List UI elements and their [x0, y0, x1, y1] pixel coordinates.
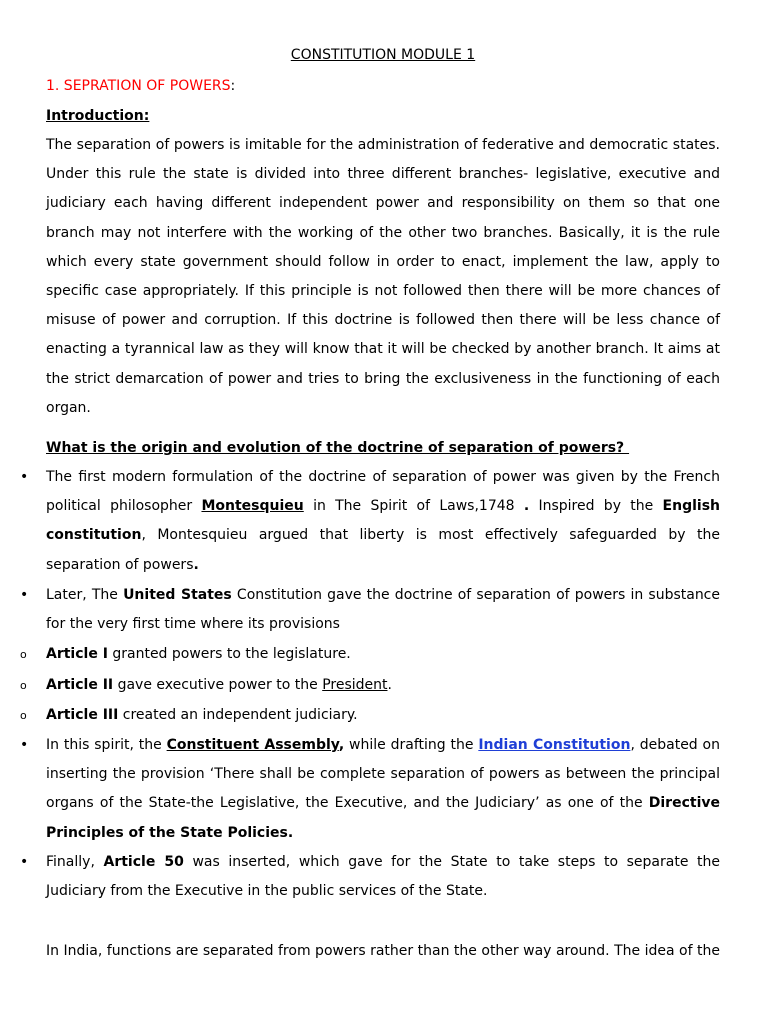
- bullet-icon: •: [20, 587, 29, 603]
- document-title: CONSTITUTION MODULE 1: [290, 47, 476, 63]
- item-text: , debated on inserting the provision ‘There shall be complete separation of powers as between the principal organs of the State-the Legislative, the Executive, and the Judiciary’ as one of the: [46, 737, 720, 812]
- item-text: Constitution gave the doctrine of separation of powers in substance for the very first time where its provisions: [46, 587, 720, 633]
- montesquieu-term: Montesquieu: [201, 498, 304, 515]
- section-heading: [46, 77, 235, 95]
- section-heading-text: 1. SEPRATION OF POWERS: [46, 78, 231, 94]
- article-term: Article III: [46, 707, 119, 723]
- introduction-heading: Introduction:: [46, 108, 150, 124]
- origin-heading: What is the origin and evolution of the doctrine of separation of powers?: [46, 440, 630, 456]
- circle-bullet-icon: o: [20, 648, 27, 661]
- bullet-icon: •: [20, 469, 29, 485]
- item-end-dot: .: [193, 556, 199, 573]
- item-text: In this spirit, the: [46, 737, 167, 753]
- constituent-assembly-term: Constituent Assembly: [166, 737, 339, 753]
- bullet-icon: •: [20, 737, 29, 753]
- indian-constitution-link[interactable]: Indian Constitution: [478, 737, 631, 753]
- circle-bullet-icon: o: [20, 709, 27, 722]
- sub-item-article-2: [20, 671, 720, 700]
- united-states-term: United States: [123, 587, 232, 603]
- item-text: created an independent judiciary.: [118, 707, 358, 723]
- list-item-article-50: [20, 848, 721, 906]
- article-term: Article II: [46, 677, 114, 693]
- item-comma: ,: [338, 737, 345, 753]
- item-text: gave executive power to the: [113, 677, 323, 693]
- item-text: , Montesquieu argued that liberty is most effectively safeguarded by the separation of powers: [46, 527, 720, 573]
- english-constitution-term: English constitution: [46, 498, 720, 544]
- item-text: Later, The: [46, 587, 124, 603]
- article-term: Article I: [46, 646, 108, 662]
- introduction-paragraph: The separation of powers is imitable for the administration of federative and democratic states. Under this rule the state is divided into three different branches- legislative, executive and judiciary each having different independent power and responsibility on them so that one branch may not interfere with the working of the other two branches. Basically, it is the rule which every state government should follow in order to enact, implement the law, apply to specific case appropriately. If this principle is not followed then there will be more chances of misuse of power and corruption. If this doctrine is followed then there will be less chance of enacting a tyrannical law as they will know that it will be checked by another branch. It aims at the strict demarcation of power and tries to bring the exclusiveness in the functioning of each organ.: [46, 137, 720, 416]
- item-text: Finally,: [46, 854, 104, 870]
- item-dot: .: [523, 498, 530, 515]
- item-text: while drafting the: [344, 737, 479, 753]
- list-item-montesquieu: [20, 463, 720, 580]
- item-text: in The Spirit of Laws,1748: [303, 498, 524, 515]
- section-heading-colon: :: [230, 78, 236, 94]
- president-term: President: [322, 677, 388, 693]
- final-paragraph: In India, functions are separated from powers rather than the other way around. The idea of the: [46, 943, 720, 959]
- item-text: Inspired by the: [529, 498, 663, 515]
- item-text: was inserted, which gave for the State to take steps to separate the Judiciary from the Executive in the public services of the State.: [46, 854, 721, 900]
- list-item-united-states: [20, 581, 720, 639]
- sub-item-article-3: [20, 701, 720, 730]
- item-end: .: [387, 677, 392, 693]
- article-50-term: Article 50: [103, 854, 184, 870]
- sub-item-article-1: [20, 640, 720, 669]
- item-text: The first modern formulation of the doctrine of separation of power was given by the French political philosopher: [46, 469, 720, 515]
- bullet-icon: •: [20, 854, 29, 870]
- circle-bullet-icon: o: [20, 679, 27, 692]
- list-item-constituent-assembly: [20, 731, 720, 848]
- directive-principles-term: Directive Principles of the State Policies.: [46, 795, 720, 841]
- item-text: granted powers to the legislature.: [107, 646, 351, 662]
